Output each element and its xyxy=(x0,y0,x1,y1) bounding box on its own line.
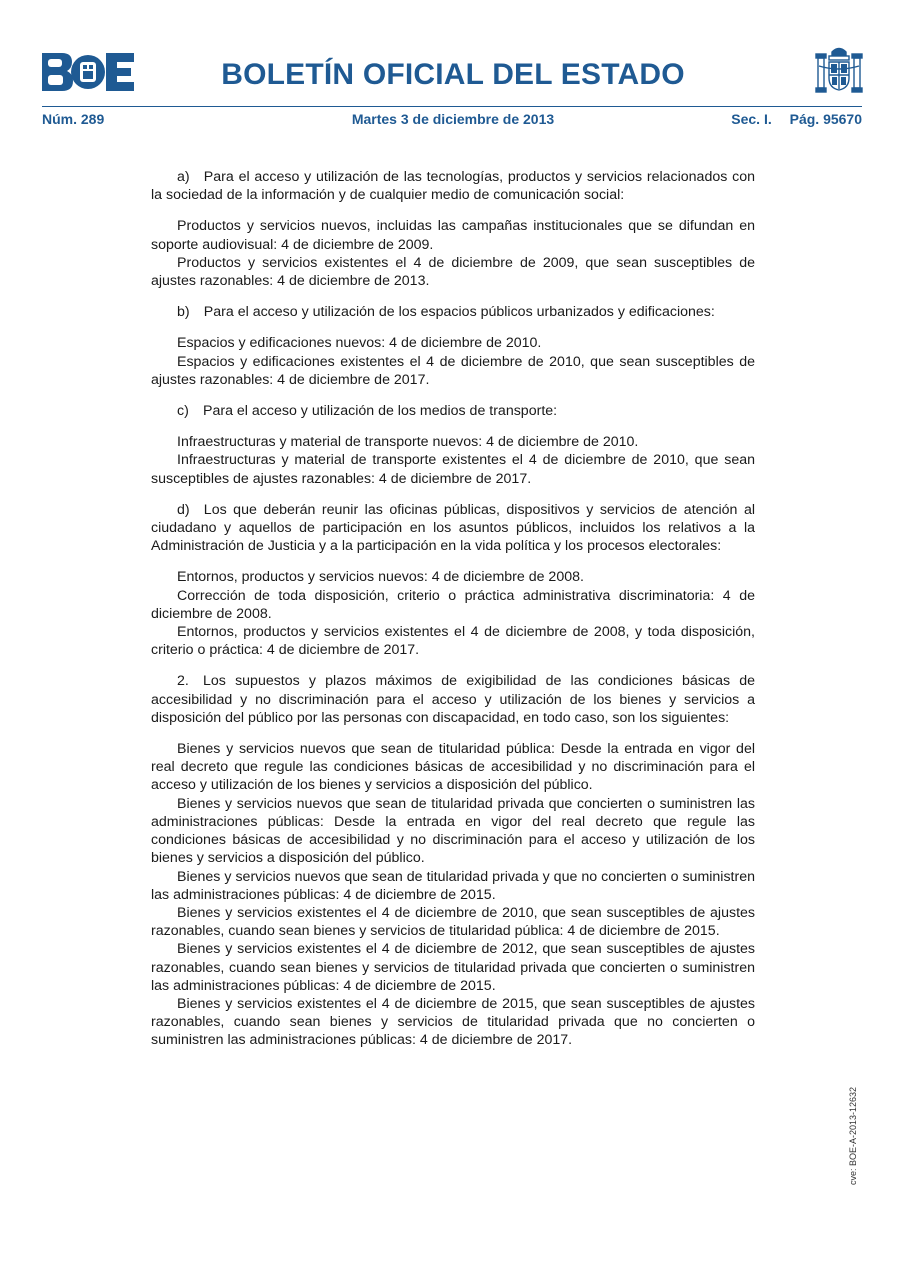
paragraph: Espacios y edificaciones nuevos: 4 de diciembre de 2010. xyxy=(177,335,542,352)
publication-title: BOLETÍN OFICIAL DEL ESTADO xyxy=(221,58,685,91)
paragraph: d) Los que deberán reunir las oficinas públicas, dispositivos y servicios de atención al ciudadano y aquellos de participación en los asuntos públicos, incluidos los relativos a la Administración de Justicia y a la participación en la vida política y los procesos electorales: xyxy=(151,501,755,555)
paragraph: Productos y servicios existentes el 4 de diciembre de 2009, que sean susceptibles de ajustes razonables: 4 de diciembre de 2013. xyxy=(151,254,755,290)
paragraph: Infraestructuras y material de transporte existentes el 4 de diciembre de 2010, que sean susceptibles de ajustes razonables: 4 de diciembre de 2017. xyxy=(151,452,755,487)
paragraph: c) Para el acceso y utilización de los medios de transporte: xyxy=(177,403,558,420)
header-divider xyxy=(42,106,862,107)
page-number: Pág. 95670 xyxy=(789,111,862,127)
paragraph: Infraestructuras y material de transporte nuevos: 4 de diciembre de 2010. xyxy=(177,434,639,451)
paragraph: Bienes y servicios existentes el 4 de diciembre de 2012, que sean susceptibles de ajustes razonables, cuando sean bienes y servicios de titularidad privada que concierten o suministren las administraciones públicas: 4 de diciembre de 2015. xyxy=(151,941,755,994)
cve-identifier: cve: BOE-A-2013-12632 xyxy=(848,1086,858,1185)
paragraph: Entornos, productos y servicios existentes el 4 de diciembre de 2008, y toda disposición, criterio o práctica: 4 de diciembre de 2017. xyxy=(151,624,755,659)
paragraph: a) Para el acceso y utilización de las tecnologías, productos y servicios relacionados con la sociedad de la información y de cualquier medio de comunicación social: xyxy=(151,169,755,204)
section-page-info xyxy=(731,111,862,127)
paragraph: Bienes y servicios existentes el 4 de diciembre de 2010, que sean susceptibles de ajustes razonables, cuando sean bienes y servicios de titularidad pública: 4 de diciembre de 2015. xyxy=(151,904,755,940)
paragraph: Corrección de toda disposición, criterio o práctica administrativa discriminatoria: 4 de diciembre de 2008. xyxy=(151,587,755,622)
paragraph: Espacios y edificaciones existentes el 4 de diciembre de 2010, que sean susceptibles de ajustes razonables: 4 de diciembre de 2017. xyxy=(151,353,755,388)
paragraph: b) Para el acceso y utilización de los espacios públicos urbanizados y edificaciones: xyxy=(177,304,715,321)
paragraph: Bienes y servicios existentes el 4 de diciembre de 2015, que sean susceptibles de ajustes razonables, cuando sean bienes y servicios de titularidad privada que no concierten o suministren las administraciones públicas: 4 de diciembre de 2017. xyxy=(151,995,755,1049)
document-body xyxy=(151,168,755,1050)
section-label: Sec. I. xyxy=(731,111,772,127)
paragraph: Bienes y servicios nuevos que sean de titularidad privada y que no concierten o suministren las administraciones públicas: 4 de diciembre de 2015. xyxy=(151,868,755,903)
paragraph: Productos y servicios nuevos, incluidas las campañas institucionales que se difundan en soporte audiovisual: 4 de diciembre de 2009. xyxy=(151,218,755,253)
paragraph: Bienes y servicios nuevos que sean de titularidad privada que concierten o suministren las administraciones públicas: Desde la entrada en vigor del real decreto que regule las condiciones básicas de accesibilidad y no discriminación para el acceso y utilización de los bienes y servicios a disposición del público. xyxy=(151,795,755,867)
paragraph: 2. Los supuestos y plazos máximos de exigibilidad de las condiciones básicas de accesibilidad y no discriminación para el acceso y utilización de los bienes y servicios a disposición del público por las personas con discapacidad, en todo caso, son los siguientes: xyxy=(151,673,755,726)
issue-number: Núm. 289 xyxy=(42,111,105,127)
paragraph: Entornos, productos y servicios nuevos: 4 de diciembre de 2008. xyxy=(177,569,584,586)
issue-date: Martes 3 de diciembre de 2013 xyxy=(351,111,555,127)
coat-of-arms-icon xyxy=(815,44,863,96)
paragraph: Bienes y servicios nuevos que sean de titularidad pública: Desde la entrada en vigor del real decreto que regule las condiciones básicas de accesibilidad y no discriminación para el acceso y utilización de los bienes y servicios a disposición del público. xyxy=(151,741,755,794)
